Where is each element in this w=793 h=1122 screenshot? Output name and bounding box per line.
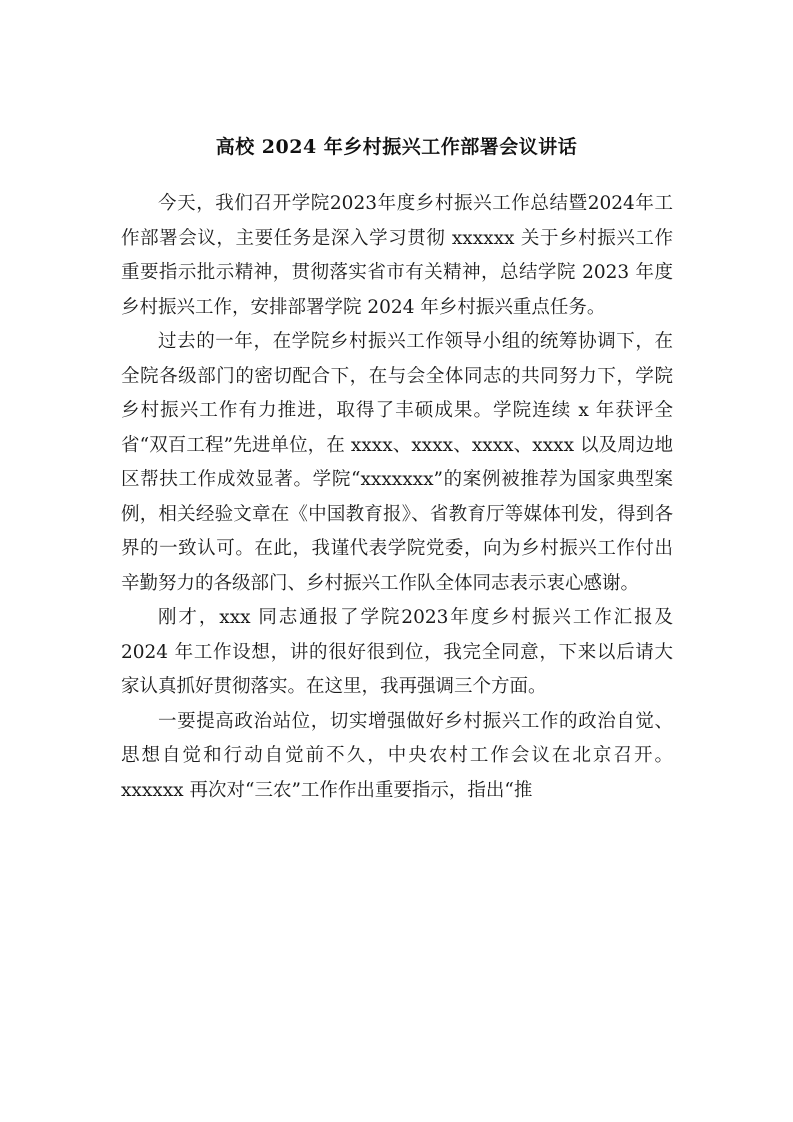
paragraph-point-one: 一要提高政治站位，切实增强做好乡村振兴工作的政治自觉、思想自觉和行动自觉前不久，中央农村工作会议在北京召开。xxxxxx 再次对“三农”工作作出重要指示，指出“推 — [121, 710, 673, 801]
document-body — [121, 187, 673, 808]
paragraph-report: 刚才，xxx 同志通报了学院2023年度乡村振兴工作汇报及 2024 年工作设想，讲的很好很到位，我完全同意，下来以后请大家认真抓好贯彻落实。在这里，我再强调三个方面。 — [121, 607, 673, 697]
document-title: 高校 2024 年乡村振兴工作部署会议讲话 — [215, 136, 578, 158]
paragraph-opening: 今天，我们召开学院2023年度乡村振兴工作总结暨2024年工作部署会议，主要任务是深入学习贯彻 xxxxxx 关于乡村振兴工作重要指示批示精神，贯彻落实省市有关精神，总结学院 2023 年度乡村振兴工作，安排部署学院 2024 年乡村振兴重点任务。 — [121, 193, 673, 318]
paragraph-review: 过去的一年，在学院乡村振兴工作领导小组的统筹协调下，在全院各级部门的密切配合下，在与会全体同志的共同努力下，学院乡村振兴工作有力推进，取得了丰硕成果。学院连续 x 年获评全省“双百工程”先进单位，在 xxxx、xxxx、xxxx、xxxx 以及周边地区帮扶工作成效显著。学院“xxxxxxx”的案例被推荐为国家典型案例，相关经验文章在《中国教育报》、省教育厅等媒体刊发，得到各界的一致认可。在此，我谨代表学院党委，向为乡村振兴工作付出辛勤努力的各级部门、乡村振兴工作队全体同志表示衷心感谢。 — [121, 331, 673, 594]
